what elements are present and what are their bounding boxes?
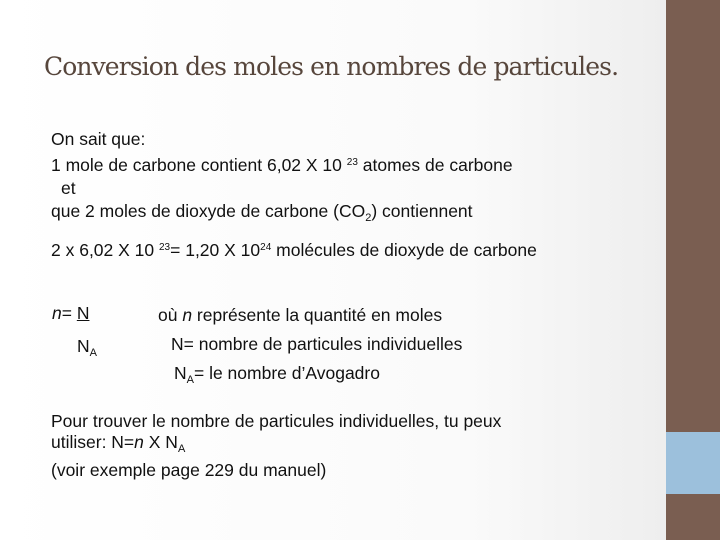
formula-n: n bbox=[52, 303, 62, 323]
outro-line-1: Pour trouver le nombre de particules individuelles, tu peux bbox=[51, 411, 502, 431]
intro-line-4 bbox=[51, 200, 537, 230]
desc-1-post: représente la quantité en moles bbox=[192, 305, 443, 325]
denominator-base: N bbox=[77, 336, 90, 356]
formula-equals: = bbox=[61, 303, 77, 323]
outro-line-2-pre: utiliser: N= bbox=[51, 432, 135, 452]
outro-line-2-var: n bbox=[134, 432, 144, 452]
intro-line-5-c: molécules de dioxyde de carbone bbox=[271, 240, 537, 260]
slide-title: Conversion des moles en nombres de particules. bbox=[44, 52, 619, 81]
formula-desc-3 bbox=[174, 363, 380, 386]
intro-line-4-end: ) contiennent bbox=[371, 201, 473, 221]
intro-line-2-text: 1 mole de carbone contient 6,02 X 10 bbox=[51, 155, 347, 175]
desc-3-sub: A bbox=[186, 374, 194, 386]
subscript: 2 bbox=[365, 212, 372, 224]
intro-line-2-end: atomes de carbone bbox=[357, 155, 513, 175]
desc-1-pre: où bbox=[158, 305, 183, 325]
denominator-sub: A bbox=[89, 347, 97, 359]
formula-denominator bbox=[77, 336, 97, 359]
desc-3-post: = le nombre d’Avogadro bbox=[193, 363, 380, 383]
exponent-1: 23 bbox=[159, 242, 171, 253]
intro-line-5-b: = 1,20 X 10 bbox=[170, 240, 261, 260]
intro-line-5 bbox=[51, 236, 537, 262]
sidebar-decoration bbox=[666, 0, 720, 540]
exponent-2: 24 bbox=[260, 242, 272, 253]
intro-line-4-text: que 2 moles de dioxyde de carbone (CO bbox=[51, 201, 366, 221]
outro-line-2 bbox=[51, 432, 501, 460]
sidebar-accent-block bbox=[666, 432, 720, 494]
intro-line-3: et bbox=[61, 178, 76, 198]
formula-numerator: N bbox=[76, 303, 90, 323]
intro-line-5-a: 2 x 6,02 X 10 bbox=[51, 240, 159, 260]
formula-desc-2: N= nombre de particules individuelles bbox=[171, 334, 463, 354]
formula-desc-1 bbox=[158, 305, 442, 326]
outro-line-2-mid: X N bbox=[143, 432, 178, 452]
outro-line-3: (voir exemple page 229 du manuel) bbox=[51, 460, 327, 480]
intro-line-1: On sait que: bbox=[51, 129, 146, 149]
outro-line-2-sub: A bbox=[177, 443, 186, 455]
formula-equation bbox=[52, 303, 89, 324]
desc-1-var: n bbox=[182, 305, 193, 325]
intro-block bbox=[51, 128, 537, 262]
outro-block bbox=[51, 411, 501, 481]
intro-line-2 bbox=[51, 151, 537, 177]
exponent: 23 bbox=[346, 157, 358, 168]
desc-3-base: N bbox=[174, 363, 187, 383]
